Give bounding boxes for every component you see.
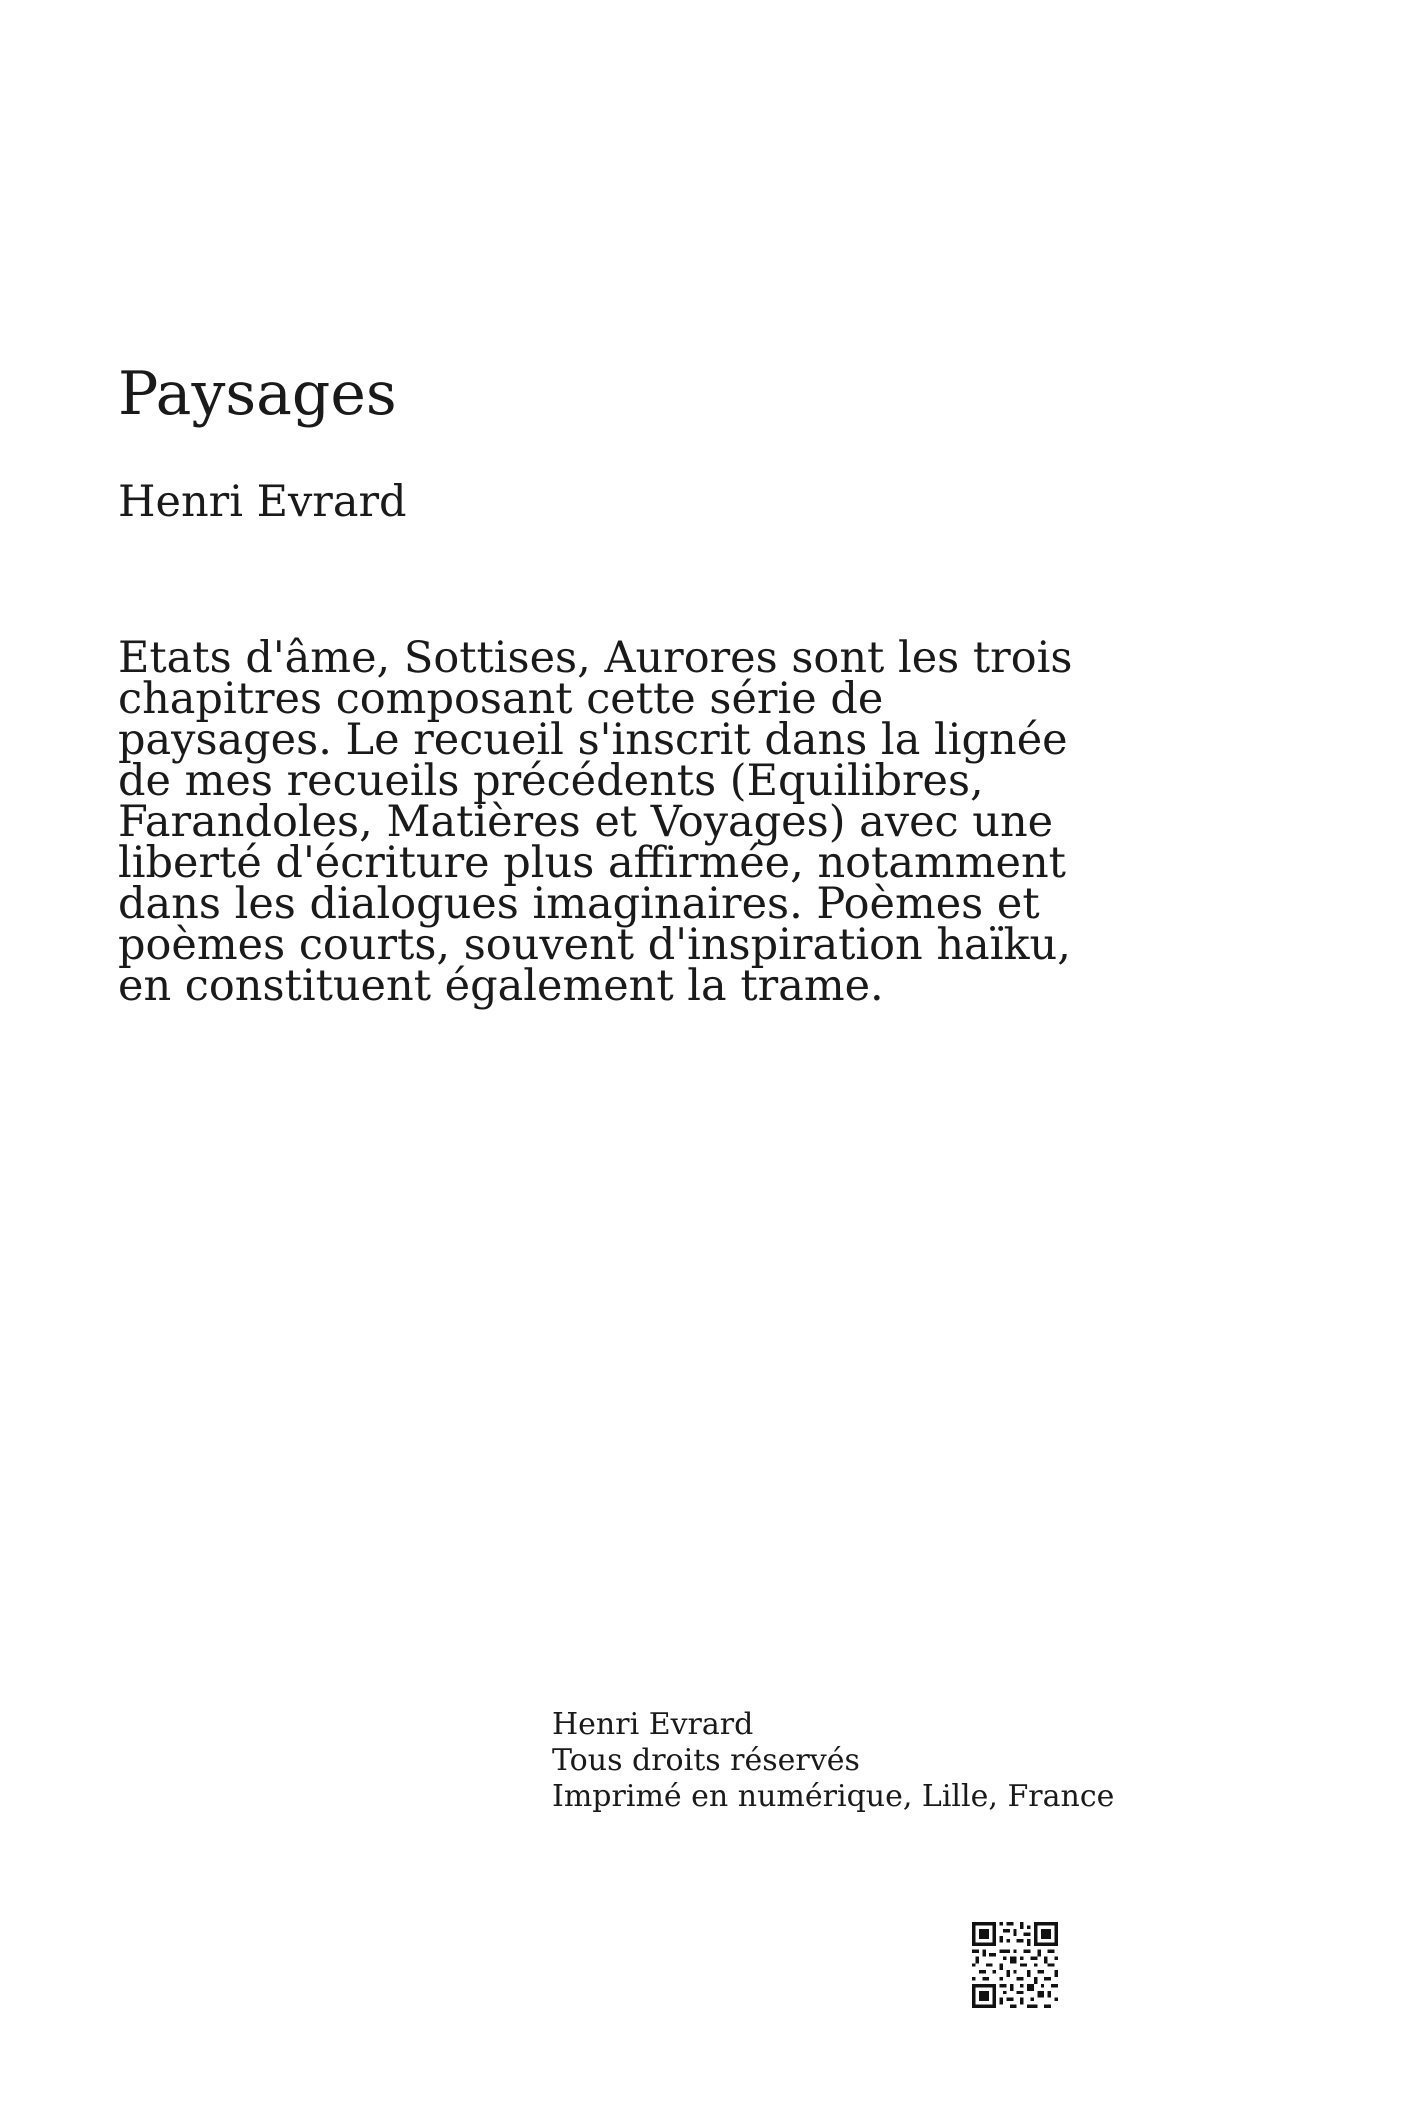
book-title: Paysages [118,359,397,429]
book-description [118,633,1098,1011]
description-line: Etats d'âme, Sottises, Aurores sont les trois [118,633,1073,683]
description-line: dans les dialogues imaginaires. Poèmes et [118,879,1040,929]
book-author: Henri Evrard [118,477,407,527]
description-line: de mes recueils précédents (Equilibres, [118,756,984,806]
description-line: Farandoles, Matières et Voyages) avec une [118,797,1054,847]
colophon-printing: Imprimé en numérique, Lille, France [552,1779,1115,1814]
description-line: paysages. Le recueil s'inscrit dans la lignée [118,715,1068,765]
description-line: poèmes courts, souvent d'inspiration haïku, [118,920,1071,970]
colophon-author: Henri Evrard [552,1707,754,1742]
colophon-rights: Tous droits réservés [552,1743,860,1778]
description-line: en constituent également la trame. [118,961,884,1011]
qr-code-icon [972,1922,1058,2008]
description-line: liberté d'écriture plus affirmée, notamment [118,838,1066,888]
colophon [552,1707,1114,1815]
description-line: chapitres composant cette série de [118,674,884,724]
